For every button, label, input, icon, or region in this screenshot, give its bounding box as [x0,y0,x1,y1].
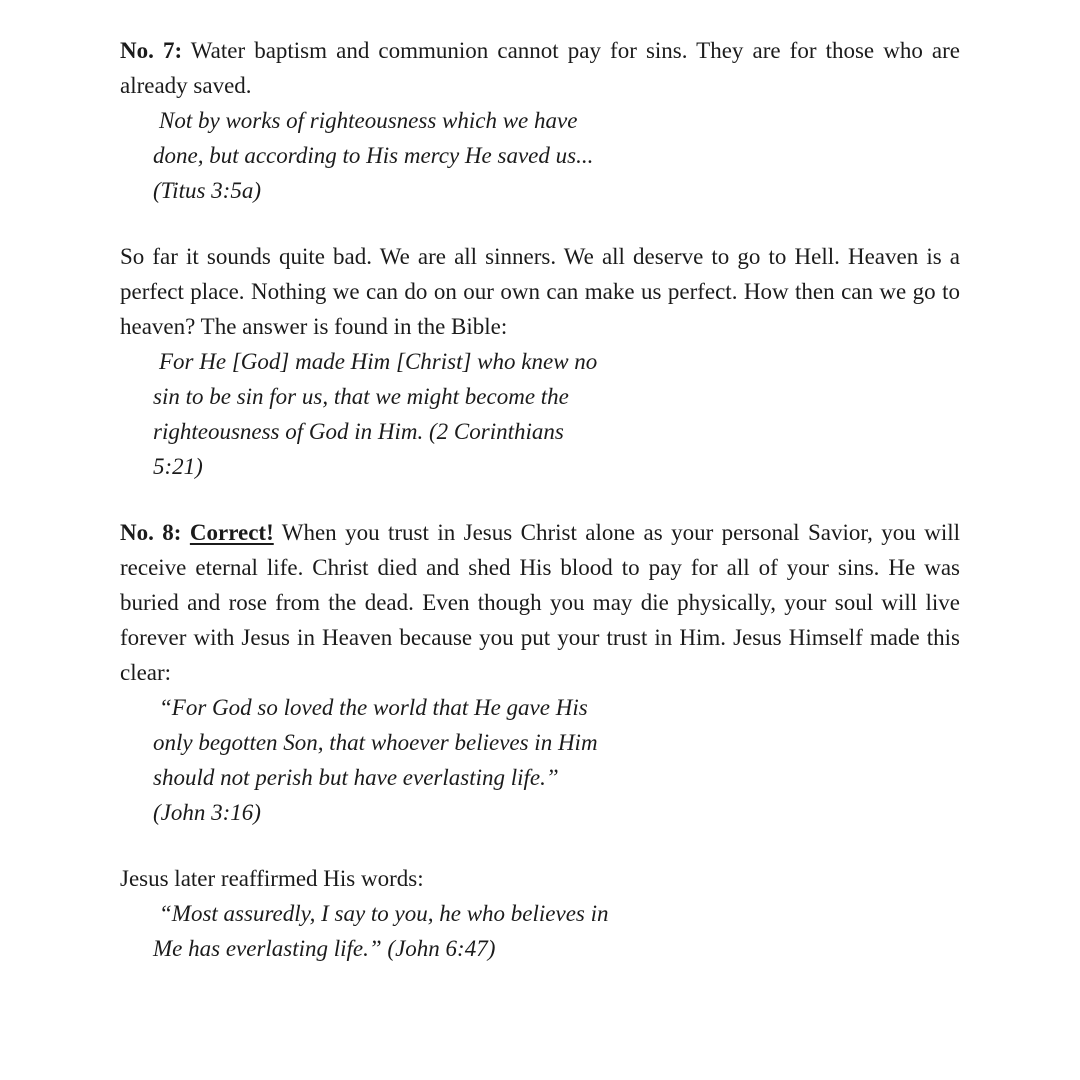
2-corinthians-5-21-quote [120,344,960,484]
quote-line: Not by works of righteousness which we have [159,108,578,133]
text-run: When you trust in Jesus Christ alone as your personal Savior, you will receive eternal life. Christ died and shed His blood to pay for all of your sins. He was buried and rose from the dead. Even though you may die physically, your soul will live forever with Jesus in Heaven because you put your trust in Him. Jesus Himself made this clear: [120,520,960,685]
quote-line: “For God so loved the world that He gave His [159,695,588,720]
spacer-3 [120,830,960,861]
point-8-paragraph [120,515,960,690]
spacer-2 [120,484,960,515]
text-run: Water baptism and communion cannot pay for sins. They are for those who are already saved. [120,38,960,98]
quote-line: “Most assuredly, I say to you, he who believes in [159,901,609,926]
text-run: Jesus later reaffirmed His words: [120,866,424,891]
quote-line: (John 3:16) [153,800,261,825]
quote-line: should not perish but have everlasting life.” [153,765,559,790]
quote-line: righteousness of God in Him. (2 Corinthians [153,419,564,444]
text-run: So far it sounds quite bad. We are all sinners. We all deserve to go to Hell. Heaven is a perfect place. Nothing we can do on our own can make us perfect. How then can we go to heaven? The answer is found in the Bible: [120,244,960,339]
john-6-47-quote [120,896,960,966]
quote-line: sin to be sin for us, that we might become the [153,384,569,409]
spacer-1 [120,208,960,239]
text-run: No. 8: [120,520,190,545]
text-run: Correct! [189,520,274,545]
titus-3-5a-quote [120,103,960,208]
quote-line: For He [God] made Him [Christ] who knew no [159,349,598,374]
john-3-16-quote [120,690,960,830]
quote-line: Me has everlasting life.” (John 6:47) [153,936,496,961]
page-content [120,33,960,966]
text-run: No. 7: [120,38,183,63]
quote-line: (Titus 3:5a) [153,178,261,203]
reaffirmed-paragraph [120,861,960,896]
transition-paragraph [120,239,960,344]
quote-line: only begotten Son, that whoever believes in Him [153,730,598,755]
point-7-paragraph [120,33,960,103]
quote-line: 5:21) [153,454,203,479]
quote-line: done, but according to His mercy He saved us... [153,143,594,168]
